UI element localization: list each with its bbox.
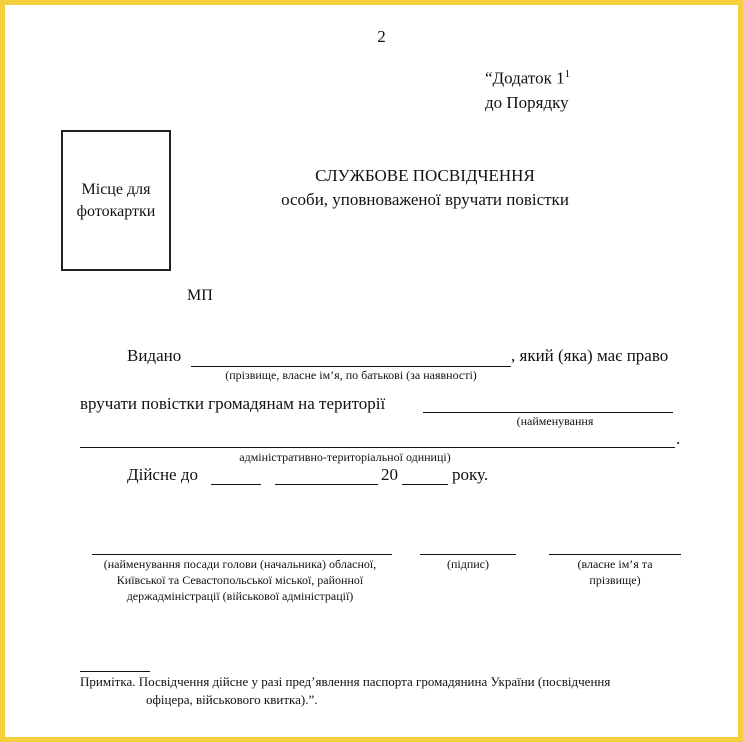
appendix-reference — [485, 62, 570, 115]
photo-label-line-2: фотокартки — [76, 202, 156, 220]
signer-name-caption-line-1: (власне ім’я та — [577, 557, 653, 571]
valid-year-prefix: 20 — [381, 465, 398, 484]
footnote-line-2: офіцера, військового квитка).”. — [146, 692, 318, 707]
signature-caption: (підпис) — [446, 557, 490, 571]
position-caption-line-2: Київської та Севастопольської міської, районної — [116, 573, 364, 587]
document-page — [5, 5, 738, 737]
page-number: 2 — [377, 27, 386, 46]
issued-label: Видано — [127, 346, 182, 365]
valid-year-suffix: року. — [452, 465, 489, 484]
territory-end: . — [676, 429, 681, 448]
territory-label: вручати повістки громадянам на території — [80, 394, 386, 413]
position-caption-line-3: держадміністрації (військової адміністрації) — [126, 589, 354, 603]
seal-label: МП — [187, 287, 213, 304]
issued-suffix: , який (яка) має право — [511, 346, 669, 365]
position-field[interactable] — [92, 554, 392, 555]
territory-field-1[interactable] — [423, 412, 673, 413]
signer-name-field[interactable] — [549, 554, 681, 555]
position-caption — [75, 556, 405, 604]
title-line-1: СЛУЖБОВЕ ПОСВІДЧЕННЯ — [315, 166, 535, 185]
title-line-2: особи, уповноваженої вручати повістки — [281, 190, 569, 209]
issued-name-field[interactable] — [191, 366, 511, 367]
territory-caption-2: адміністративно-територіальної одиниці) — [239, 450, 451, 464]
appendix-line-2: до Порядку — [485, 92, 569, 112]
territory-caption-1: (найменування — [516, 414, 594, 428]
signer-name-caption — [545, 556, 685, 588]
appendix-line-1: “Додаток $1^1$ — [485, 68, 571, 88]
signature-field[interactable] — [420, 554, 516, 555]
territory-field-2[interactable] — [80, 447, 675, 448]
footnote — [80, 673, 735, 709]
valid-month-field[interactable] — [275, 484, 378, 485]
document-title — [175, 164, 675, 212]
footnote-line-1: Примітка. Посвідчення дійсне у разі пред’явлення паспорта громадянина України (посвідчення — [80, 674, 611, 689]
footnote-separator — [80, 671, 150, 672]
photo-label-line-1: Місце для — [81, 180, 151, 198]
name-caption: (прізвище, власне ім’я, по батькові (за наявності) — [225, 368, 477, 382]
valid-label: Дійсне до — [127, 465, 199, 484]
signer-name-caption-line-2: прізвище) — [589, 573, 641, 587]
photo-placeholder — [61, 130, 171, 271]
valid-day-field[interactable] — [211, 484, 261, 485]
valid-year-field[interactable] — [402, 484, 448, 485]
position-caption-line-1: (найменування посади голови (начальника) обласної, — [103, 557, 377, 571]
